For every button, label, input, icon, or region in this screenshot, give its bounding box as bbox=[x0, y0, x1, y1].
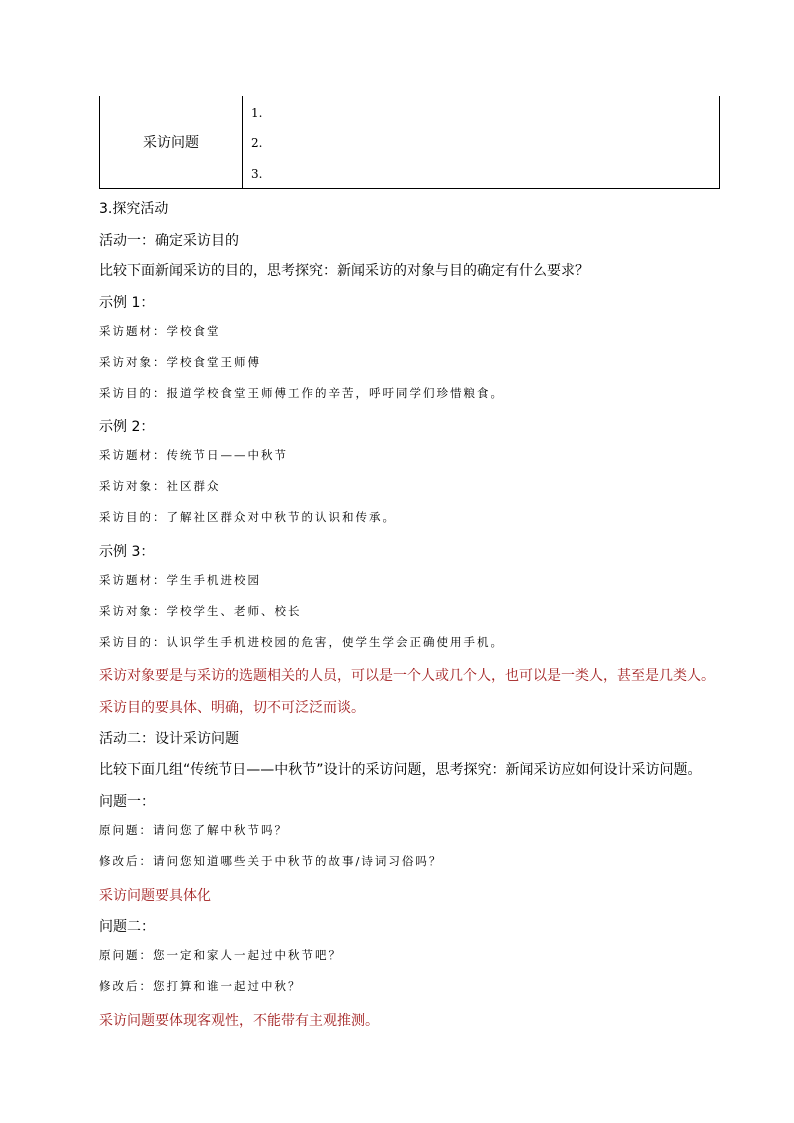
text-line: 原问题：您一定和家人一起过中秋节吧？ bbox=[99, 948, 342, 962]
text-line: 3.探究活动 bbox=[99, 201, 169, 217]
table-item: 3. bbox=[251, 167, 263, 181]
text-line: 采访对象：社区群众 bbox=[99, 479, 221, 493]
text-line: 采访目的：报道学校食堂王师傅工作的辛苦，呼吁同学们珍惜粮食。 bbox=[99, 386, 504, 400]
table-item: 1. bbox=[251, 106, 263, 120]
text-line: 采访题材：传统节日——中秋节 bbox=[99, 448, 288, 462]
table-item: 2. bbox=[251, 136, 263, 150]
text-line: 采访题材：学生手机进校园 bbox=[99, 573, 261, 587]
text-line: 活动二：设计采访问题 bbox=[99, 731, 239, 747]
table-items-cell bbox=[244, 96, 719, 188]
text-line: 采访题材：学校食堂 bbox=[99, 324, 221, 338]
table-label-cell bbox=[100, 96, 243, 188]
text-line: 比较下面新闻采访的目的，思考探究：新闻采访的对象与目的确定有什么要求？ bbox=[99, 263, 589, 279]
table-label: 采访问题 bbox=[143, 135, 199, 151]
text-line: 采访问题要体现客观性，不能带有主观推测。 bbox=[99, 1013, 379, 1029]
text-line: 问题一： bbox=[99, 794, 155, 810]
interview-questions-table bbox=[99, 96, 720, 189]
text-line: 采访对象：学校食堂王师傅 bbox=[99, 355, 261, 369]
text-line: 原问题：请问您了解中秋节吗？ bbox=[99, 823, 288, 837]
text-line: 采访目的要具体、明确，切不可泛泛而谈。 bbox=[99, 700, 365, 716]
text-line: 采访目的：了解社区群众对中秋节的认识和传承。 bbox=[99, 510, 396, 524]
text-line: 采访对象要是与采访的选题相关的人员，可以是一个人或几个人，也可以是一类人，甚至是几类人。 bbox=[99, 668, 715, 684]
text-line: 修改后：请问您知道哪些关于中秋节的故事/诗词习俗吗？ bbox=[99, 854, 443, 868]
text-line: 采访问题要具体化 bbox=[99, 888, 211, 904]
text-line: 示例 3： bbox=[99, 544, 155, 560]
text-line: 修改后：您打算和谁一起过中秋？ bbox=[99, 979, 302, 993]
text-line: 问题二： bbox=[99, 919, 155, 935]
text-line: 示例 2： bbox=[99, 419, 155, 435]
text-line: 活动一：确定采访目的 bbox=[99, 233, 239, 249]
text-line: 示例 1： bbox=[99, 295, 155, 311]
text-line: 采访目的：认识学生手机进校园的危害，使学生学会正确使用手机。 bbox=[99, 635, 504, 649]
text-line: 采访对象：学校学生、老师、校长 bbox=[99, 604, 302, 618]
text-line: 比较下面几组“传统节日——中秋节”设计的采访问题，思考探究：新闻采访应如何设计采访问题。 bbox=[99, 762, 702, 778]
